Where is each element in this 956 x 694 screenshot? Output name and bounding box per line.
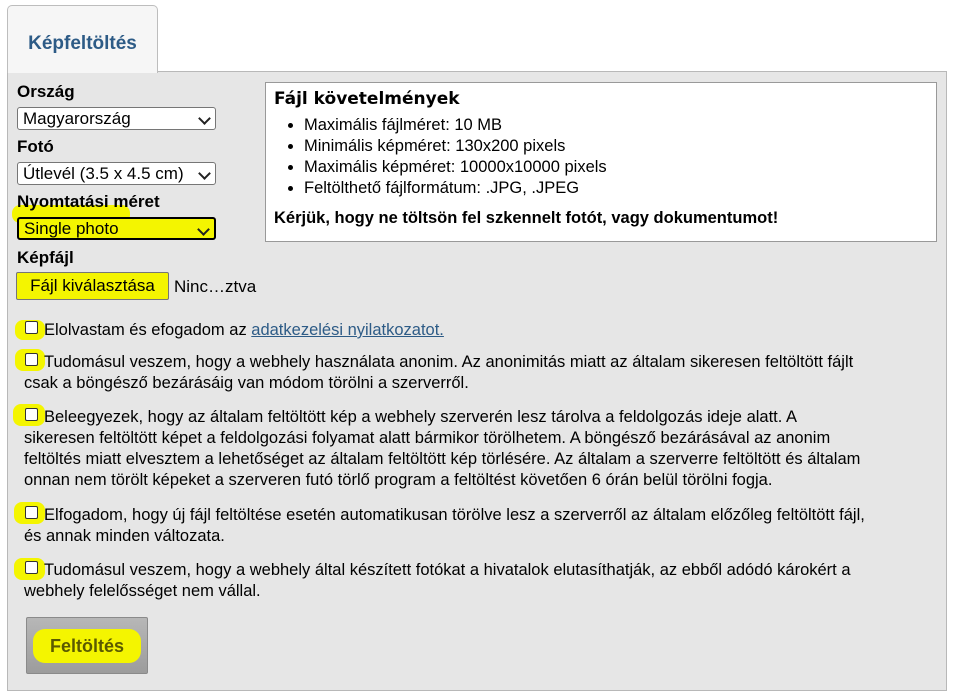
photo-label: Fotó: [17, 137, 54, 156]
liability-consent-text: Tudomásul veszem, hogy a webhely által készített fotókat a hivatalok elutasíthatják, az ebből adódó károkért a webhely felelősséget nem vállal.: [24, 561, 851, 600]
tab-kepfeltoltes[interactable]: [7, 5, 158, 73]
requirements-list: [274, 115, 928, 199]
print-size-label: Nyomtatási méret: [17, 192, 160, 211]
file-requirements-box: [265, 82, 937, 242]
list-item: • Minimális képméret: 130x200 pixels: [304, 136, 928, 157]
print-size-select[interactable]: [17, 217, 216, 240]
file-status: Ninc…ztva: [174, 277, 257, 296]
chevron-down-icon: [198, 167, 211, 180]
list-item: • Feltölthető fájlformátum: .JPG, .JPEG: [304, 178, 928, 199]
file-label: Képfájl: [17, 248, 74, 267]
list-item: • Maximális fájlméret: 10 MB: [304, 115, 928, 136]
privacy-consent-text: Elolvastam és efogadom az adatkezelési nyilatkozatot.: [44, 321, 444, 339]
upload-button-label: Feltöltés: [49, 636, 124, 656]
print-size-value: Single photo: [24, 219, 119, 238]
list-item: • Maximális képméret: 10000x10000 pixels: [304, 157, 928, 178]
anonymity-consent-text: Tudomásul veszem, hogy a webhely használata anonim. Az anonimitás miatt az általam sikeresen feltöltött fájlt csak a böngésző bezárásáig van módom törölni a szerverről.: [24, 353, 854, 392]
choose-file-button[interactable]: Fájl kiválasztása: [16, 272, 169, 300]
photo-select[interactable]: [17, 162, 216, 185]
chevron-down-icon: [198, 112, 211, 125]
country-label: Ország: [17, 82, 75, 101]
scan-warning: Kérjük, hogy ne töltsön fel szkennelt fotót, vagy dokumentumot!: [274, 209, 779, 227]
privacy-policy-link[interactable]: adatkezelési nyilatkozatot.: [251, 321, 444, 339]
tab-label: Képfeltöltés: [28, 33, 137, 54]
overwrite-consent-text: Elfogadom, hogy új fájl feltöltése esetén automatikusan törölve lesz a szerverről az általam előzőleg feltöltött fájl, és annak minden változata.: [24, 506, 865, 545]
photo-value: Útlevél (3.5 x 4.5 cm): [23, 164, 184, 183]
country-select[interactable]: [17, 107, 216, 130]
storage-consent-text: Beleegyezek, hogy az általam feltöltött kép a webhely szerverén lesz tárolva a feldolgozás ideje alatt. A sikeresen feltöltött képet a feldolgozási folyamat alatt bármikor törölhetem. A böngésző bezárásával az anonim feltöltés miatt elvesztem a lehetőséget az általam feltöltött kép törlésére. Az általam a szerverre feltöltött és általam onnan nem törölt képeket a szerveren futó törlő program a feltöltést követően 6 órán belül törölni fogja.: [24, 408, 861, 489]
chevron-down-icon: [197, 223, 210, 236]
upload-button-label-wrap[interactable]: [26, 617, 148, 674]
privacy-checkbox[interactable]: [25, 321, 38, 334]
country-value: Magyarország: [23, 109, 131, 128]
requirements-title: Fájl követelmények: [274, 89, 460, 109]
